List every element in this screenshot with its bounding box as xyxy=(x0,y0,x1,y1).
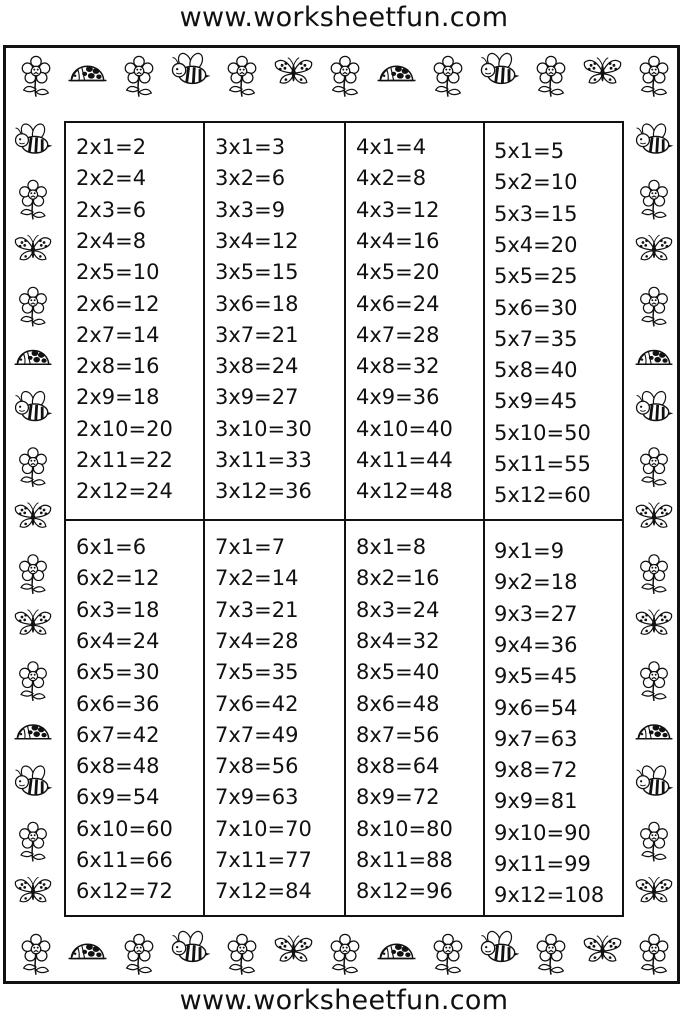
fact-2x6: 2x6=12 xyxy=(76,291,160,316)
bee-icon xyxy=(481,51,519,83)
fact-4x8: 4x8=32 xyxy=(356,354,440,379)
fact-7x12: 7x12=84 xyxy=(215,879,312,904)
fact-6x12: 6x12=72 xyxy=(76,879,173,904)
butterfly-icon xyxy=(15,503,50,528)
site-url-top: www.worksheetfun.com xyxy=(179,2,509,33)
fact-8x4: 8x4=32 xyxy=(356,628,440,653)
bee-icon xyxy=(172,51,210,83)
fact-5x12: 5x12=60 xyxy=(494,483,591,508)
fact-8x2: 8x2=16 xyxy=(356,566,440,591)
fact-6x1: 6x1=6 xyxy=(76,535,147,559)
bee-icon xyxy=(172,929,210,961)
fact-2x3: 2x3=6 xyxy=(76,197,147,222)
fact-4x6: 4x6=24 xyxy=(356,291,440,316)
flower-icon xyxy=(22,934,50,974)
fact-8x12: 8x12=96 xyxy=(356,879,453,904)
fact-5x11: 5x11=55 xyxy=(494,452,591,476)
fact-4x2: 4x2=8 xyxy=(356,166,427,191)
flower-icon xyxy=(228,934,256,974)
fact-7x11: 7x11=77 xyxy=(215,848,312,872)
fact-8x6: 8x6=48 xyxy=(356,691,440,716)
fact-5x7: 5x7=35 xyxy=(494,326,578,351)
fact-8x10: 8x10=80 xyxy=(356,816,453,841)
fact-5x2: 5x2=10 xyxy=(494,170,578,195)
fact-2x7: 2x7=14 xyxy=(76,322,160,347)
butterfly-icon xyxy=(636,503,671,528)
fact-6x3: 6x3=18 xyxy=(76,597,160,622)
bee-icon xyxy=(16,390,53,421)
flower-icon xyxy=(641,448,668,487)
fact-4x11: 4x11=44 xyxy=(356,448,453,472)
fact-7x5: 7x5=35 xyxy=(215,660,299,685)
fact-5x6: 5x6=30 xyxy=(494,295,578,320)
bee-icon xyxy=(481,929,519,961)
fact-3x4: 3x4=12 xyxy=(215,228,299,253)
fact-6x9: 6x9=54 xyxy=(76,785,160,810)
flower-icon xyxy=(20,662,47,701)
ladybug-icon xyxy=(69,944,107,958)
fact-7x2: 7x2=14 xyxy=(215,566,299,591)
fact-4x3: 4x3=12 xyxy=(356,197,440,222)
fact-8x3: 8x3=24 xyxy=(356,597,440,622)
fact-9x7: 9x7=63 xyxy=(494,726,578,751)
flower-icon xyxy=(20,822,47,861)
bee-icon xyxy=(16,764,53,795)
fact-9x6: 9x6=54 xyxy=(494,695,578,720)
fact-8x5: 8x5=40 xyxy=(356,660,440,685)
fact-2x1: 2x1=2 xyxy=(76,135,147,159)
ladybug-icon xyxy=(378,66,416,80)
flower-icon xyxy=(20,448,47,487)
fact-5x1: 5x1=5 xyxy=(494,139,565,163)
fact-7x1: 7x1=7 xyxy=(215,535,286,559)
flower-icon xyxy=(20,180,47,219)
fact-5x10: 5x10=50 xyxy=(494,420,591,445)
flower-icon xyxy=(125,934,153,974)
flower-icon xyxy=(641,662,668,701)
flower-icon xyxy=(641,822,668,861)
fact-7x8: 7x8=56 xyxy=(215,754,299,779)
ladybug-icon xyxy=(636,725,673,739)
butterfly-icon xyxy=(584,58,620,83)
fact-2x8: 2x8=16 xyxy=(76,354,160,379)
flower-icon xyxy=(434,934,462,974)
flower-icon xyxy=(125,56,153,96)
butterfly-icon xyxy=(636,877,671,902)
multiplication-table-chart xyxy=(64,121,624,917)
fact-9x8: 9x8=72 xyxy=(494,758,578,783)
fact-9x10: 9x10=90 xyxy=(494,820,591,845)
bee-icon xyxy=(637,764,674,795)
flower-icon xyxy=(331,56,359,96)
fact-3x11: 3x11=33 xyxy=(215,448,312,472)
ladybug-icon xyxy=(15,725,52,739)
fact-2x11: 2x11=22 xyxy=(76,448,173,472)
butterfly-icon xyxy=(15,610,50,635)
fact-8x8: 8x8=64 xyxy=(356,754,440,779)
fact-8x9: 8x9=72 xyxy=(356,785,440,810)
fact-4x9: 4x9=36 xyxy=(356,385,440,410)
butterfly-icon xyxy=(15,877,50,902)
fact-3x5: 3x5=15 xyxy=(215,260,299,285)
flower-icon xyxy=(537,934,565,974)
fact-8x7: 8x7=56 xyxy=(356,722,440,747)
fact-6x5: 6x5=30 xyxy=(76,660,160,685)
fact-2x2: 2x2=4 xyxy=(76,166,147,191)
site-url-bottom: www.worksheetfun.com xyxy=(179,985,509,1016)
butterfly-icon xyxy=(584,936,620,961)
fact-3x6: 3x6=18 xyxy=(215,291,299,316)
flower-icon xyxy=(641,180,668,219)
fact-6x10: 6x10=60 xyxy=(76,816,173,841)
flower-icon xyxy=(537,56,565,96)
fact-4x1: 4x1=4 xyxy=(356,135,427,159)
fact-3x8: 3x8=24 xyxy=(215,354,299,379)
fact-5x8: 5x8=40 xyxy=(494,358,578,383)
fact-4x10: 4x10=40 xyxy=(356,416,453,441)
ladybug-icon xyxy=(636,350,673,364)
fact-3x9: 3x9=27 xyxy=(215,385,299,410)
flower-icon xyxy=(228,56,256,96)
ladybug-icon xyxy=(378,944,416,958)
ladybug-icon xyxy=(69,66,107,80)
bee-icon xyxy=(637,122,674,153)
fact-5x9: 5x9=45 xyxy=(494,389,578,414)
fact-7x4: 7x4=28 xyxy=(215,628,299,653)
fact-9x11: 9x11=99 xyxy=(494,852,591,876)
fact-6x8: 6x8=48 xyxy=(76,754,160,779)
fact-3x7: 3x7=21 xyxy=(215,322,299,347)
fact-9x2: 9x2=18 xyxy=(494,570,578,595)
fact-5x3: 5x3=15 xyxy=(494,201,578,226)
fact-2x9: 2x9=18 xyxy=(76,385,160,410)
flower-icon xyxy=(640,56,668,96)
flower-icon xyxy=(640,934,668,974)
fact-9x3: 9x3=27 xyxy=(494,601,578,626)
butterfly-icon xyxy=(275,936,311,961)
fact-9x12: 9x12=108 xyxy=(494,883,605,908)
flower-icon xyxy=(641,555,668,594)
flower-icon xyxy=(22,56,50,96)
fact-9x9: 9x9=81 xyxy=(494,789,578,814)
fact-6x2: 6x2=12 xyxy=(76,566,160,591)
fact-4x4: 4x4=16 xyxy=(356,228,440,253)
fact-2x12: 2x12=24 xyxy=(76,479,173,504)
ladybug-icon xyxy=(15,350,52,364)
fact-2x5: 2x5=10 xyxy=(76,260,160,285)
fact-6x11: 6x11=66 xyxy=(76,848,173,872)
flower-icon xyxy=(20,287,47,326)
fact-4x12: 4x12=48 xyxy=(356,479,453,504)
bee-icon xyxy=(637,390,674,421)
flower-icon xyxy=(20,555,47,594)
fact-3x2: 3x2=6 xyxy=(215,166,286,191)
fact-3x3: 3x3=9 xyxy=(215,197,286,222)
fact-5x5: 5x5=25 xyxy=(494,264,578,289)
fact-6x4: 6x4=24 xyxy=(76,628,160,653)
fact-7x3: 7x3=21 xyxy=(215,597,299,622)
fact-8x11: 8x11=88 xyxy=(356,848,453,872)
butterfly-icon xyxy=(636,235,671,260)
fact-3x10: 3x10=30 xyxy=(215,416,312,441)
fact-2x10: 2x10=20 xyxy=(76,416,173,441)
fact-9x4: 9x4=36 xyxy=(494,632,578,657)
fact-7x10: 7x10=70 xyxy=(215,816,312,841)
butterfly-icon xyxy=(275,58,311,83)
fact-6x6: 6x6=36 xyxy=(76,691,160,716)
butterfly-icon xyxy=(15,235,50,260)
fact-3x1: 3x1=3 xyxy=(215,135,286,159)
fact-8x1: 8x1=8 xyxy=(356,535,427,559)
flower-icon xyxy=(331,934,359,974)
fact-4x7: 4x7=28 xyxy=(356,322,440,347)
fact-4x5: 4x5=20 xyxy=(356,260,440,285)
fact-6x7: 6x7=42 xyxy=(76,722,160,747)
fact-7x7: 7x7=49 xyxy=(215,722,299,747)
fact-2x4: 2x4=8 xyxy=(76,228,147,253)
fact-9x5: 9x5=45 xyxy=(494,664,578,689)
fact-9x1: 9x1=9 xyxy=(494,539,565,563)
fact-3x12: 3x12=36 xyxy=(215,479,312,504)
fact-5x4: 5x4=20 xyxy=(494,232,578,257)
flower-icon xyxy=(434,56,462,96)
row-divider xyxy=(66,519,622,521)
fact-7x6: 7x6=42 xyxy=(215,691,299,716)
fact-7x9: 7x9=63 xyxy=(215,785,299,810)
flower-icon xyxy=(641,287,668,326)
butterfly-icon xyxy=(636,610,671,635)
bee-icon xyxy=(16,122,53,153)
